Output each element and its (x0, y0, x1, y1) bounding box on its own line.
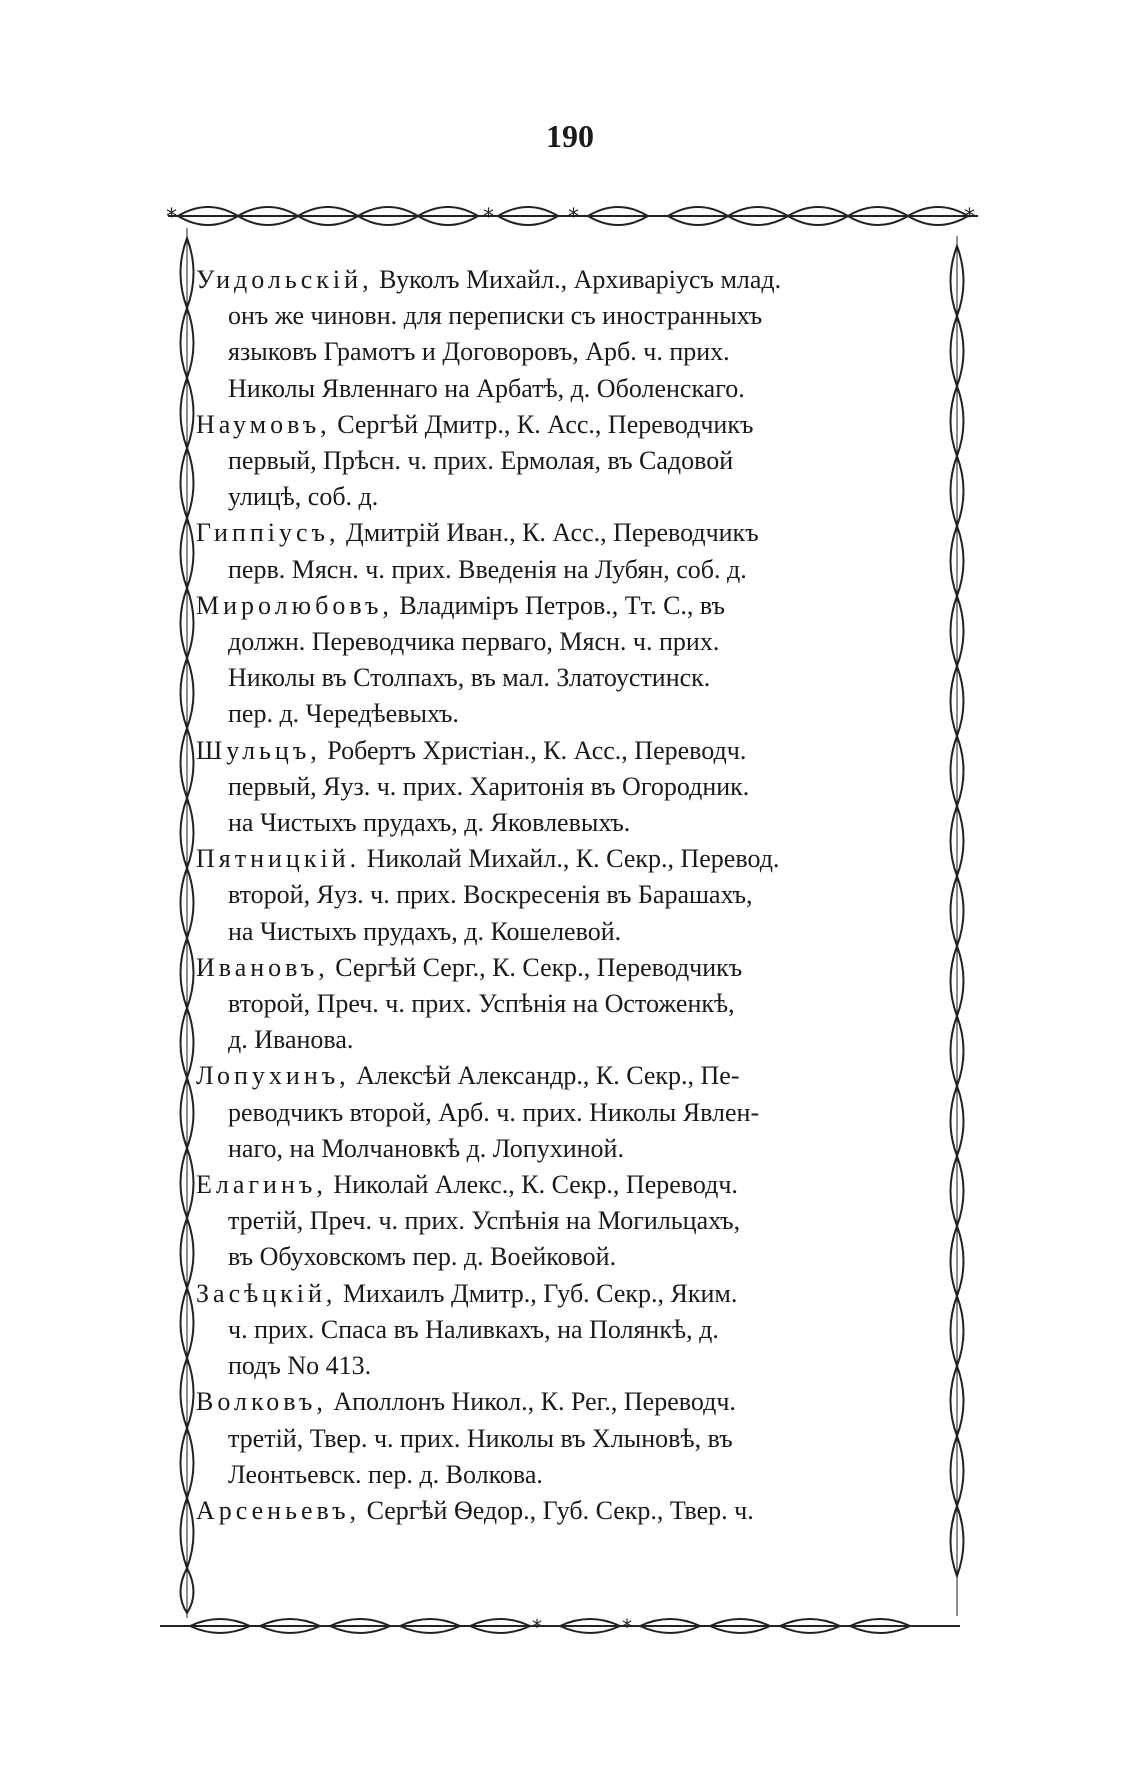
entry-continuation-line: третій, Преч. ч. прих. Успѣнія на Могильцахъ, (228, 1206, 741, 1236)
entry-text: Сергѣй Серг., К. Секр., Переводчикъ (328, 952, 743, 982)
entry-first-line (196, 1058, 948, 1094)
entry-text: Михаилъ Дмитр., Губ. Секр., Яким. (336, 1278, 738, 1308)
entry-text: Сергѣй Дмитр., К. Асс., Переводчикъ (330, 409, 754, 439)
svg-text:*: * (964, 205, 975, 230)
entry-text: Дмитрій Иван., К. Асс., Переводчикъ (339, 518, 759, 548)
entry-first-line (196, 1276, 948, 1312)
svg-text:*: * (532, 1615, 542, 1639)
entry-continuation-line: д. Иванова. (228, 1025, 354, 1055)
entry-text: Николай Михайл., К. Секр., Перевод. (360, 844, 780, 874)
entry-continuation-line: Николы въ Столпахъ, въ мал. Златоустинск. (228, 663, 711, 693)
directory-entry (196, 1493, 948, 1529)
entry-first-line (196, 262, 948, 298)
page-number: 190 (546, 118, 594, 154)
entry-continuation-line: наго, на Молчановкѣ д. Лопухиной. (228, 1133, 624, 1163)
entry-continuation-line: на Чистыхъ прудахъ, д. Яковлевыхъ. (228, 808, 631, 838)
entry-first-line (196, 515, 948, 551)
entry-first-line (196, 407, 948, 443)
entry-surname: Гиппіусъ, (196, 518, 340, 548)
svg-text:*: * (166, 205, 177, 230)
svg-text:*: * (568, 205, 579, 230)
entry-surname: Ивановъ, (196, 952, 329, 982)
entry-text: Робертъ Христіан., К. Асс., Переводч. (320, 735, 747, 765)
entry-continuation-line: ч. прих. Спаса въ Наливкахъ, на Полянкѣ, д. (228, 1314, 719, 1344)
directory-entries (196, 262, 948, 1529)
directory-entry (196, 1058, 948, 1167)
entry-continuation-line: подъ No 413. (228, 1351, 372, 1381)
entry-continuation-line: реводчикъ второй, Арб. ч. прих. Николы Явлен- (228, 1097, 760, 1127)
bottom-ornament-border (160, 1602, 960, 1650)
entry-continuation-line: второй, Преч. ч. прих. Успѣнія на Остоженкѣ, (228, 989, 735, 1019)
entry-surname: Засѣцкій, (196, 1278, 337, 1308)
entry-surname: Шульцъ, (196, 735, 321, 765)
directory-entry (196, 841, 948, 950)
entry-text: Владиміръ Петров., Тт. С., въ (392, 590, 725, 620)
directory-entry (196, 733, 948, 842)
entry-continuation-line: должн. Переводчика перваго, Мясн. ч. прих. (228, 627, 720, 657)
directory-entry (196, 1384, 948, 1493)
entry-surname: Елагинъ, (196, 1170, 327, 1200)
entry-continuation-line: въ Обуховскомъ пер. д. Воейковой. (228, 1242, 617, 1272)
entry-continuation-line: на Чистыхъ прудахъ, д. Кошелевой. (228, 916, 622, 946)
entry-first-line (196, 1167, 948, 1203)
directory-entry (196, 950, 948, 1059)
entry-surname: Миролюбовъ, (196, 590, 393, 620)
entry-continuation-line: пер. д. Чередѣевыхъ. (228, 699, 459, 729)
entry-surname: Уидольскій, (196, 265, 373, 294)
directory-entry (196, 407, 948, 516)
directory-entry (196, 262, 948, 407)
entry-surname: Наумовъ, (196, 409, 331, 439)
directory-entry (196, 588, 948, 733)
directory-entry (196, 1167, 948, 1276)
entry-surname: Волковъ, (196, 1387, 327, 1417)
entry-continuation-line: перв. Мясн. ч. прих. Введенія на Лубян, соб. д. (228, 554, 747, 584)
entry-text: Вуколъ Михайл., Архиваріусъ млад. (372, 265, 782, 294)
entry-continuation-line: языковъ Грамотъ и Договоровъ, Арб. ч. прих. (228, 337, 730, 367)
entry-continuation-line: второй, Яуз. ч. прих. Воскресенія въ Барашахъ, (228, 880, 753, 910)
entry-text: Алексѣй Александр., К. Секр., Пе- (349, 1061, 740, 1091)
entry-continuation-line: Леонтьевск. пер. д. Волкова. (228, 1459, 543, 1489)
entry-first-line (196, 841, 948, 877)
entry-continuation-line: третій, Твер. ч. прих. Николы въ Хлыновѣ, въ (228, 1423, 733, 1453)
svg-text:*: * (622, 1615, 632, 1639)
entry-text: Аполлонъ Никол., К. Рег., Переводч. (326, 1387, 736, 1417)
entry-first-line (196, 588, 948, 624)
directory-entry (196, 515, 948, 587)
entry-first-line (196, 733, 948, 769)
svg-text:*: * (483, 205, 494, 230)
entry-surname: Пятницкій. (196, 844, 361, 874)
entry-surname: Лопухинъ, (196, 1061, 350, 1091)
entry-continuation-line: первый, Яуз. ч. прих. Харитонія въ Огородник. (228, 771, 750, 801)
entry-continuation-line: онъ же чиновн. для переписки съ иностранныхъ (228, 301, 763, 331)
entry-continuation-line: первый, Прѣсн. ч. прих. Ермолая, въ Садовой (228, 446, 734, 476)
entry-surname: Арсеньевъ, (196, 1495, 361, 1525)
top-ornament-border (168, 192, 978, 240)
entry-text: Сергѣй Ѳедор., Губ. Секр., Твер. ч. (360, 1495, 754, 1525)
entry-first-line (196, 950, 948, 986)
entry-first-line (196, 1493, 948, 1529)
entry-continuation-line: улицѣ, соб. д. (228, 482, 379, 512)
directory-entry (196, 1276, 948, 1385)
entry-continuation-line: Николы Явленнаго на Арбатѣ, д. Оболенскаго. (228, 373, 745, 403)
entry-text: Николай Алекс., К. Секр., Переводч. (326, 1170, 738, 1200)
entry-first-line (196, 1384, 948, 1420)
